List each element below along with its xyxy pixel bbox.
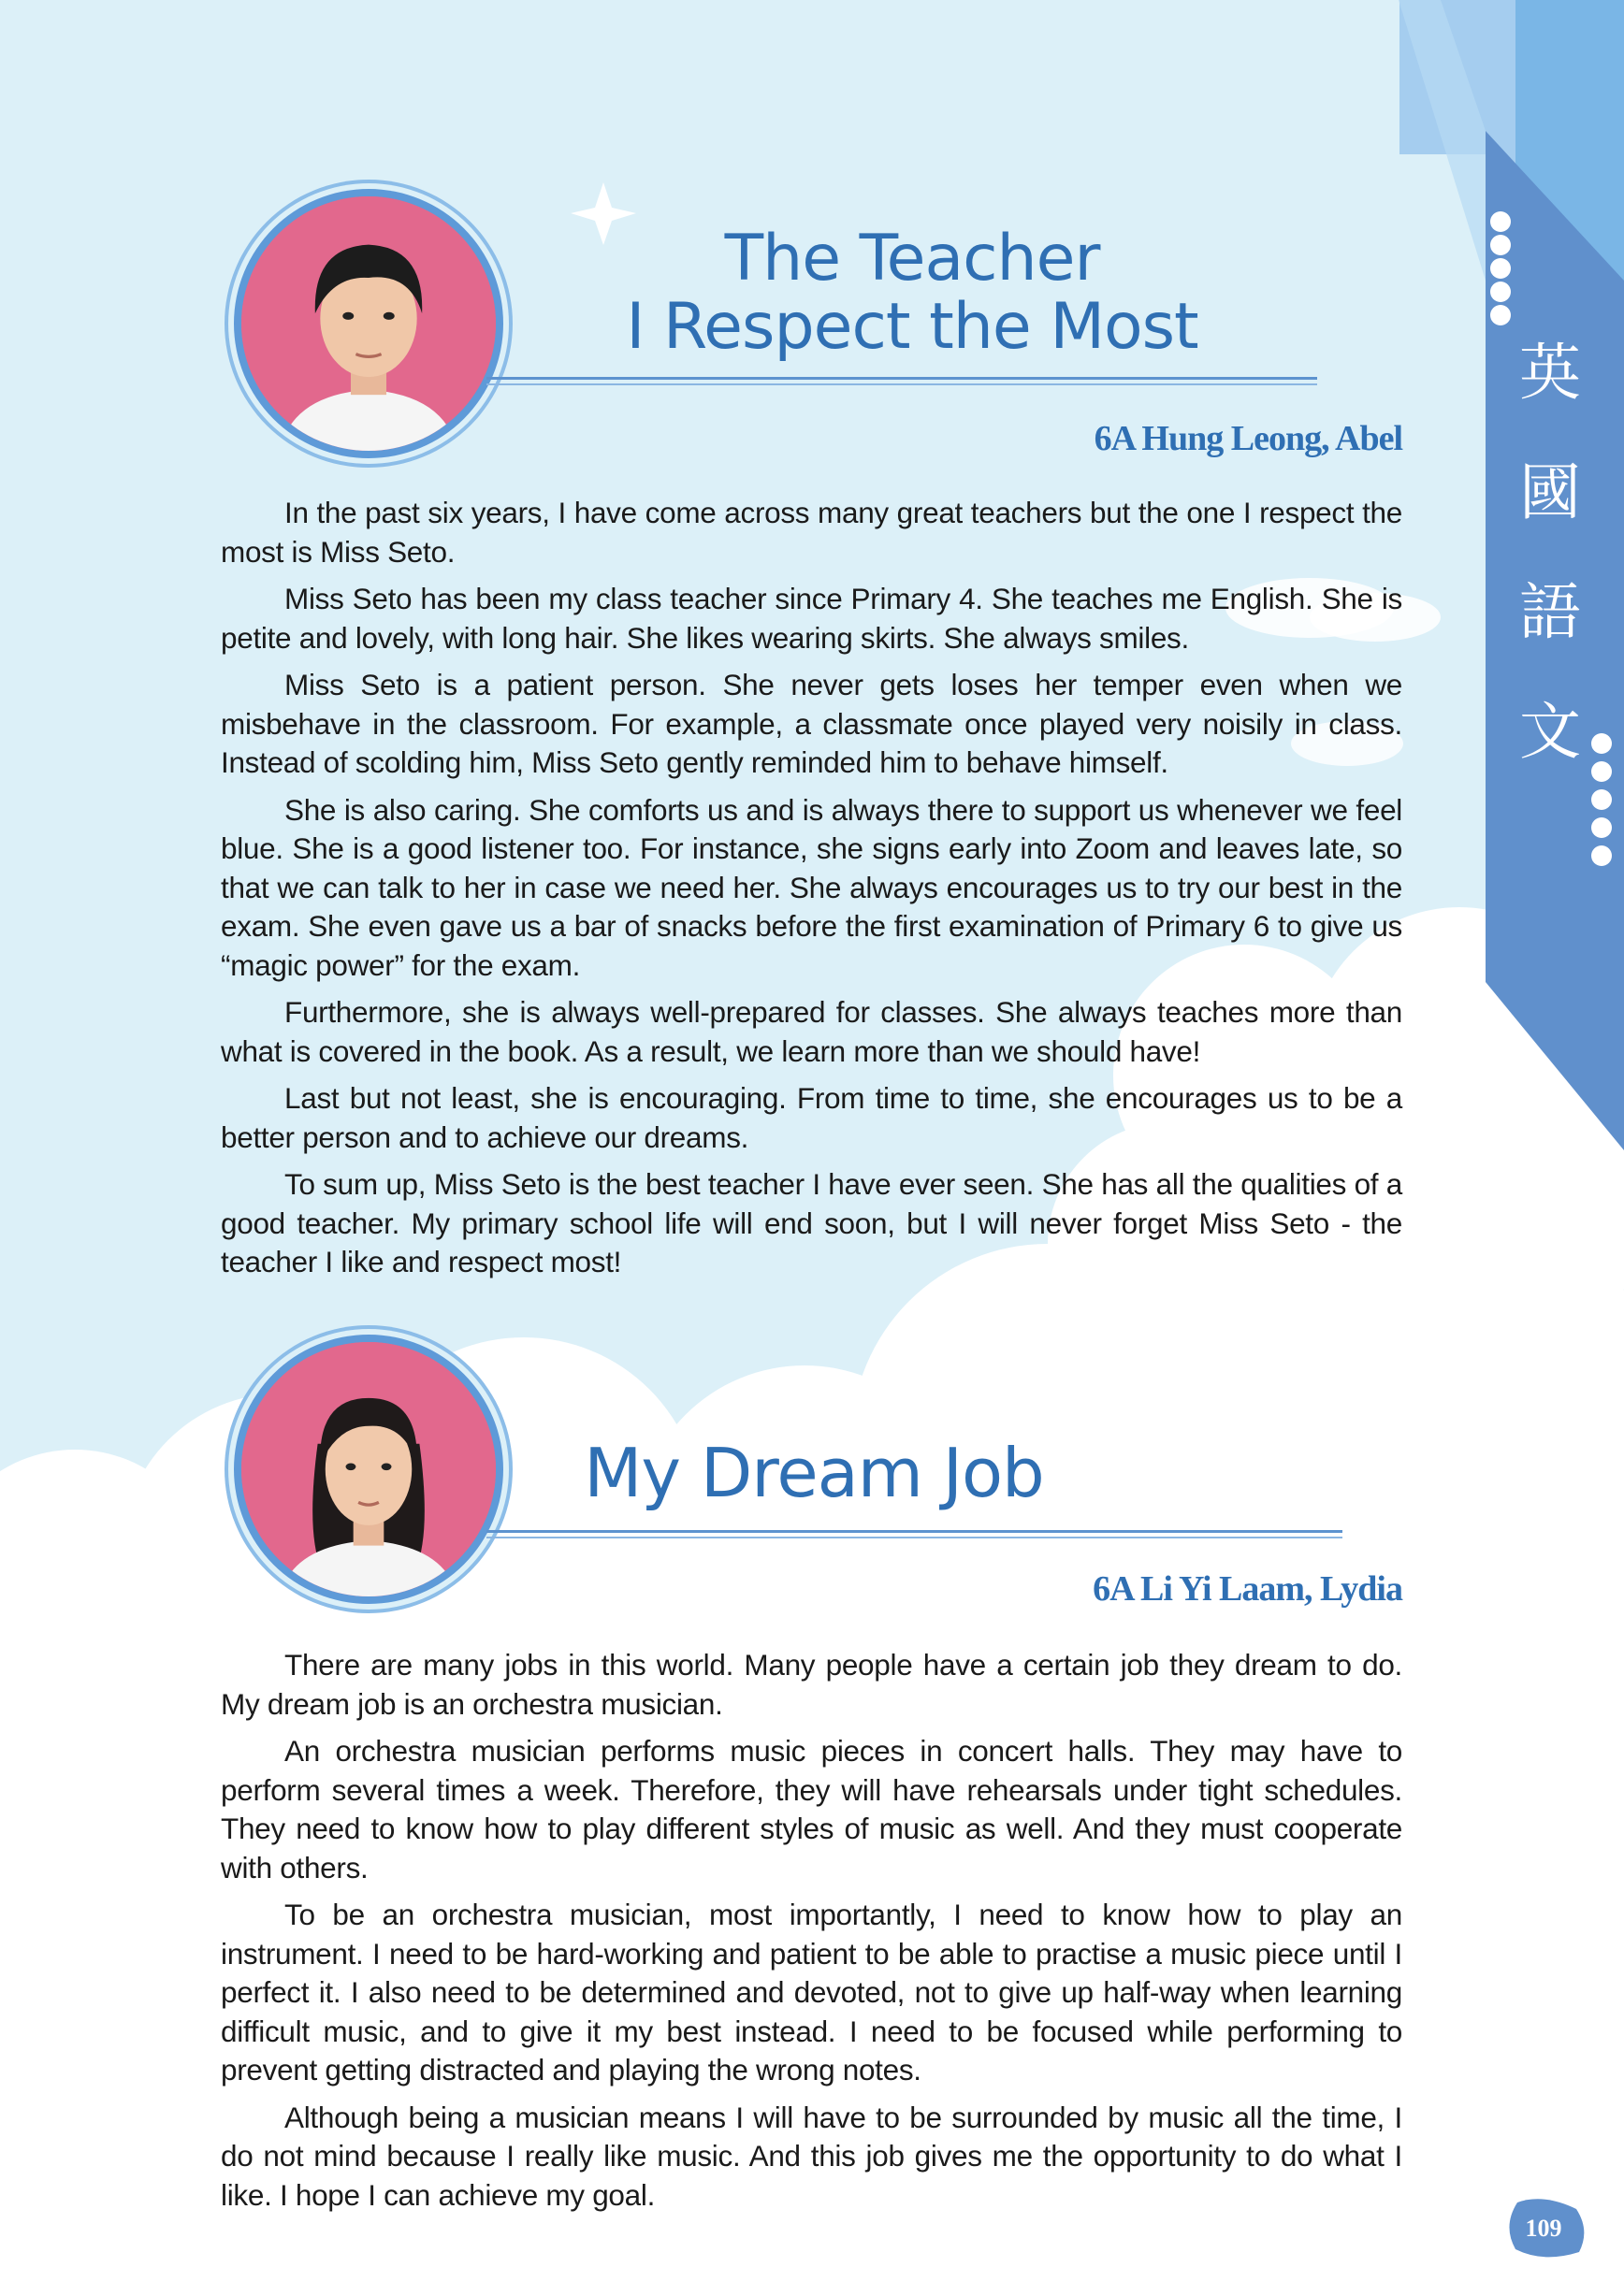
article1-paragraph-1: In the past six years, I have come across many great teachers but the one I respect the most is Miss Seto. <box>221 496 1402 569</box>
article1-title-line2: I Respect the Most <box>626 290 1198 365</box>
article1-paragraph-7: To sum up, Miss Seto is the best teacher I have ever seen. She has all the qualities of a good teacher. My primary school life will end soon, but I will never forget Miss Seto - the teacher I like and respect most! <box>221 1167 1402 1278</box>
article1-title-line1: The Teacher <box>724 222 1100 296</box>
article1-paragraph-4: She is also caring. She comforts us and is always there to support us whenever we feel blue. She is a good listener too. For instance, she signs early into Zoom and leaves late, so that we can talk to her in case we need her. She always encourages us to try our best in the exam. She even gave us a bar of snacks before the first examination of Primary 6 to give us “magic power” for the exam. <box>221 792 1402 982</box>
section-label-vertical <box>1508 313 1592 792</box>
article2-title: My Dream Job <box>584 1434 1044 1512</box>
author-photo-abel <box>241 196 496 451</box>
article1-title <box>533 222 1291 365</box>
article2-body <box>221 1646 1402 2223</box>
section-label-char-3: 語 <box>1519 576 1581 648</box>
article1-paragraph-5: Furthermore, she is always well-prepared for classes. She always teaches more than what is covered in the book. As a result, we learn more than we should have! <box>221 995 1402 1068</box>
section-label-char-1: 英 <box>1519 337 1581 409</box>
section-label-char-4: 文 <box>1519 696 1581 768</box>
author-photo-lydia <box>241 1342 496 1596</box>
article1-paragraph-6: Last but not least, she is encouraging. From time to time, she encourages us to be a better person and to achieve our dreams. <box>221 1081 1402 1154</box>
article1-body <box>221 494 1402 1291</box>
article1-title-rule <box>486 377 1317 380</box>
article2-paragraph-4: Although being a musician means I will have to be surrounded by music all the time, I do not mind because I really like music. And this job gives me the opportunity to do what I like. I hope I can achieve my goal. <box>221 2100 1402 2212</box>
article2-title-rule <box>486 1530 1342 1533</box>
article2-paragraph-1: There are many jobs in this world. Many people have a certain job they dream to do. My dream job is an orchestra musician. <box>221 1648 1402 1721</box>
article1-author: 6A Hung Leong, Abel <box>1094 419 1402 458</box>
article2-paragraph-2: An orchestra musician performs music pieces in concert halls. They may have to perform several times a week. Therefore, they will have rehearsals under tight schedules. They need to know how to play different styles of music as well. And they must cooperate with others. <box>221 1734 1402 1884</box>
article1-paragraph-3: Miss Seto is a patient person. She never gets loses her temper even when we misbehave in the classroom. For example, a classmate once played very noisily in class. Instead of scolding him, Miss Seto gently reminded him to behave himself. <box>221 668 1402 779</box>
girl-portrait-icon <box>241 1342 496 1596</box>
section-label-char-2: 國 <box>1519 456 1581 528</box>
page-number: 109 <box>1525 2215 1562 2242</box>
article2-author: 6A Li Yi Laam, Lydia <box>1093 1569 1402 1609</box>
article1-paragraph-2: Miss Seto has been my class teacher since Primary 4. She teaches me English. She is petite and lovely, with long hair. She likes wearing skirts. She always smiles. <box>221 582 1402 655</box>
boy-portrait-icon <box>241 196 496 451</box>
dot-pattern-top <box>1490 211 1511 325</box>
article2-paragraph-3: To be an orchestra musician, most importantly, I need to know how to play an instrument. I need to be hard-working and patient to be able to practise a music piece until I perfect it. I also need to be determined and devoted, not to give up half-way when learning difficult music, and to give it my best instead. I need to be focused while performing to prevent getting distracted and playing the wrong notes. <box>221 1898 1402 2087</box>
